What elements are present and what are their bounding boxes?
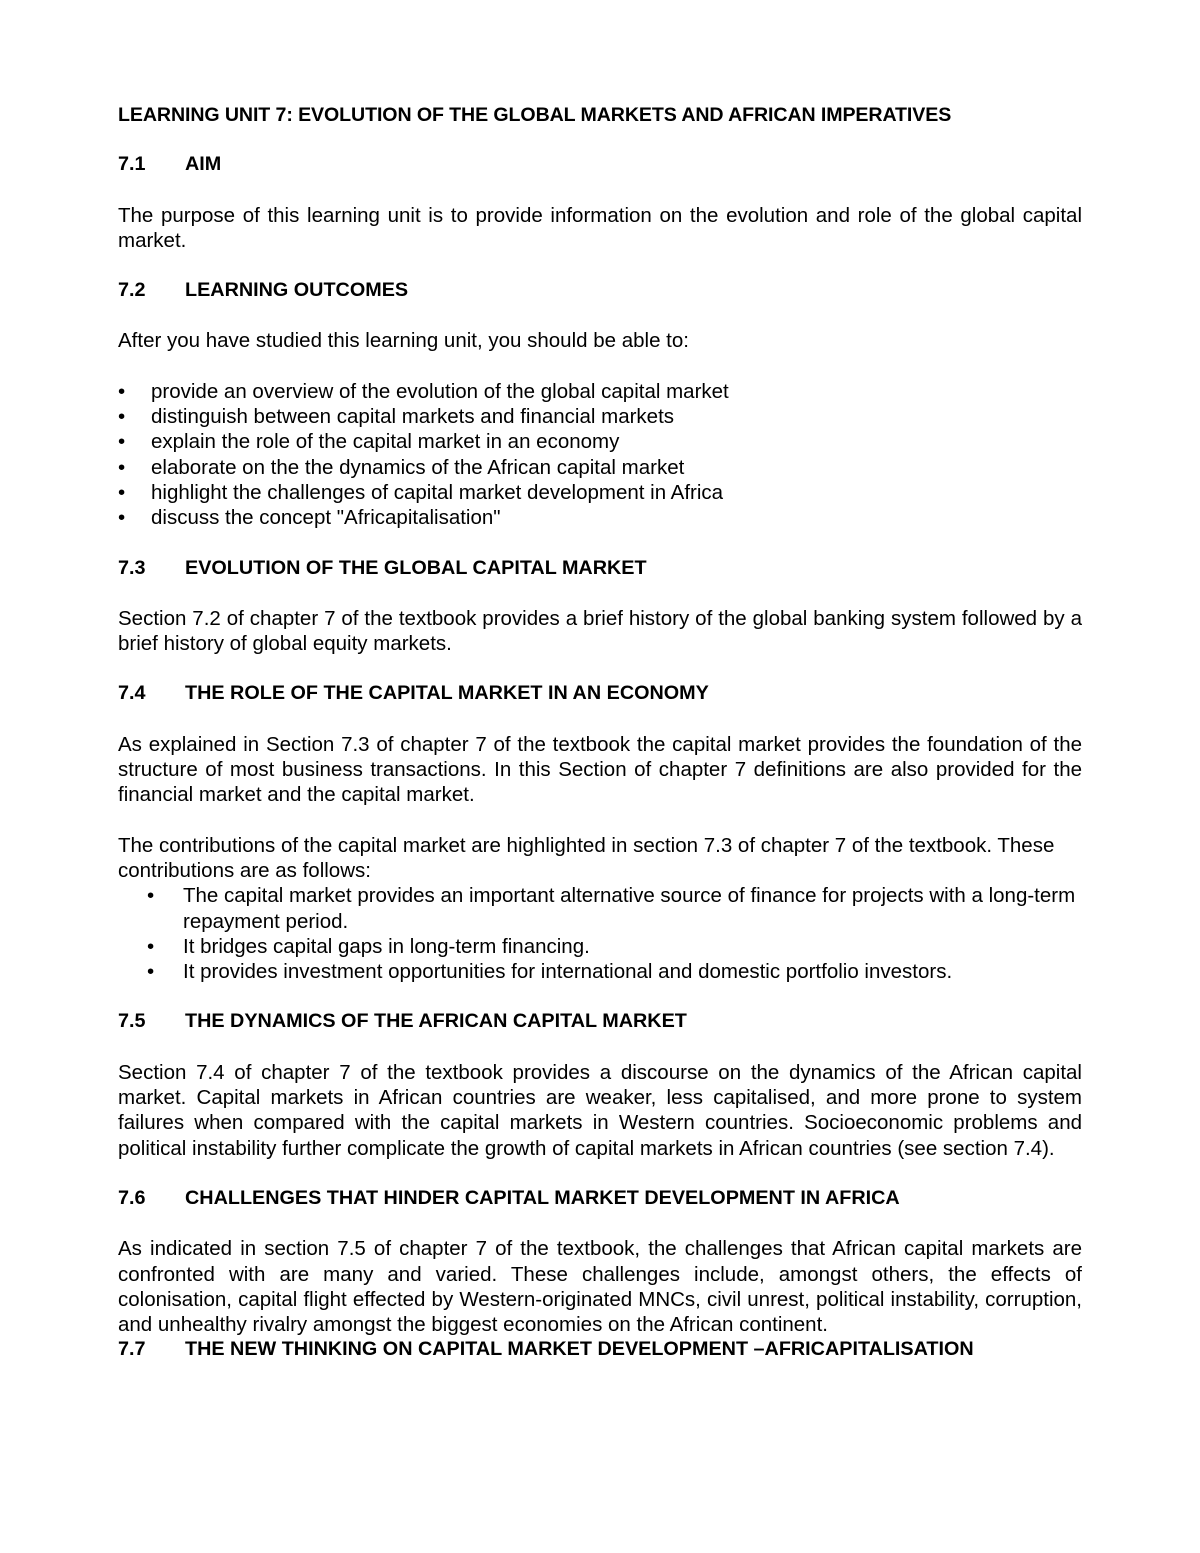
section-heading-7-7 <box>118 1337 1082 1362</box>
section-heading-7-3 <box>118 556 1082 581</box>
list-item: • provide an overview of the evolution of the global capital market <box>118 379 729 403</box>
bullet-icon: • <box>118 430 126 454</box>
bullet-icon: • <box>147 884 155 908</box>
contributions-list <box>118 883 1082 984</box>
section-title: THE NEW THINKING ON CAPITAL MARKET DEVELOPMENT –AFRICAPITALISATION <box>185 1338 974 1361</box>
bullet-icon: • <box>118 379 126 403</box>
role-paragraph-1: As explained in Section 7.3 of chapter 7 of the textbook the capital market provides the foundation of the structure of most business transactions. In this Section of chapter 7 definitions are also provided for the financial market and the capital market. <box>118 732 1082 807</box>
aim-paragraph: The purpose of this learning unit is to provide information on the evolution and role of the global capital market. <box>118 203 1082 252</box>
list-item: • discuss the concept "Africapitalisation" <box>118 506 501 530</box>
bullet-icon: • <box>118 405 126 429</box>
bullet-icon: • <box>118 455 126 479</box>
role-paragraph-2: The contributions of the capital market are highlighted in section 7.3 of chapter 7 of the textbook. These contributions are as follows: <box>118 833 1055 882</box>
section-title: LEARNING OUTCOMES <box>185 279 409 302</box>
section-title: CHALLENGES THAT HINDER CAPITAL MARKET DEVELOPMENT IN AFRICA <box>185 1186 900 1209</box>
challenges-paragraph: As indicated in section 7.5 of chapter 7 of the textbook, the challenges that African capital markets are confronted with are many and varied. These challenges include, amongst others, the effects of colonisation, capital flight effected by Western-originated MNCs, civil unrest, political instability, corruption, and unhealthy rivalry amongst the biggest economies on the African continent. <box>118 1237 1082 1337</box>
section-number: 7.1 <box>118 153 146 176</box>
section-number: 7.2 <box>118 279 146 302</box>
dynamics-paragraph: Section 7.4 of chapter 7 of the textbook provides a discourse on the dynamics of the African capital market. Capital markets in African countries are weaker, less capitalised, and more prone to system failures when compared with the capital markets in Western countries. Socioeconomic problems and political instability further complicate the growth of capital markets in African countries (see section 7.4). <box>118 1060 1082 1160</box>
section-title: THE DYNAMICS OF THE AFRICAN CAPITAL MARKET <box>185 1010 687 1033</box>
section-heading-7-5 <box>118 1009 1082 1034</box>
outcomes-intro: After you have studied this learning unit, you should be able to: <box>118 329 689 353</box>
list-item: • distinguish between capital markets and financial markets <box>118 405 675 429</box>
outcomes-list <box>118 379 1082 531</box>
list-item: • It bridges capital gaps in long-term financing. <box>147 934 590 958</box>
section-heading-7-4 <box>118 681 1082 706</box>
list-item: • explain the role of the capital market in an economy <box>118 430 620 454</box>
evolution-paragraph: Section 7.2 of chapter 7 of the textbook provides a brief history of the global banking system followed by a brief history of global equity markets. <box>118 606 1082 656</box>
section-number: 7.5 <box>118 1010 146 1033</box>
section-number: 7.6 <box>118 1186 146 1209</box>
section-title: AIM <box>185 153 222 176</box>
section-number: 7.3 <box>118 556 146 579</box>
section-heading-7-1 <box>118 152 1082 177</box>
section-heading-7-6 <box>118 1186 1082 1211</box>
section-title: EVOLUTION OF THE GLOBAL CAPITAL MARKET <box>185 556 647 579</box>
document-page <box>118 103 1082 1388</box>
bullet-icon: • <box>147 960 155 984</box>
section-title: THE ROLE OF THE CAPITAL MARKET IN AN ECONOMY <box>185 682 709 705</box>
section-number: 7.4 <box>118 682 146 705</box>
list-item: • elaborate on the the dynamics of the African capital market <box>118 455 685 479</box>
bullet-icon: • <box>118 480 126 504</box>
section-heading-7-2 <box>118 278 1082 303</box>
list-item: • The capital market provides an important alternative source of finance for projects with a long-term repayment period. <box>147 884 1076 933</box>
list-item: • highlight the challenges of capital market development in Africa <box>118 480 724 504</box>
learning-unit-title: LEARNING UNIT 7: EVOLUTION OF THE GLOBAL MARKETS AND AFRICAN IMPERATIVES <box>118 104 952 126</box>
section-number: 7.7 <box>118 1338 146 1361</box>
list-item: • It provides investment opportunities for international and domestic portfolio investors. <box>147 960 953 984</box>
bullet-icon: • <box>147 934 155 958</box>
bullet-icon: • <box>118 506 126 530</box>
